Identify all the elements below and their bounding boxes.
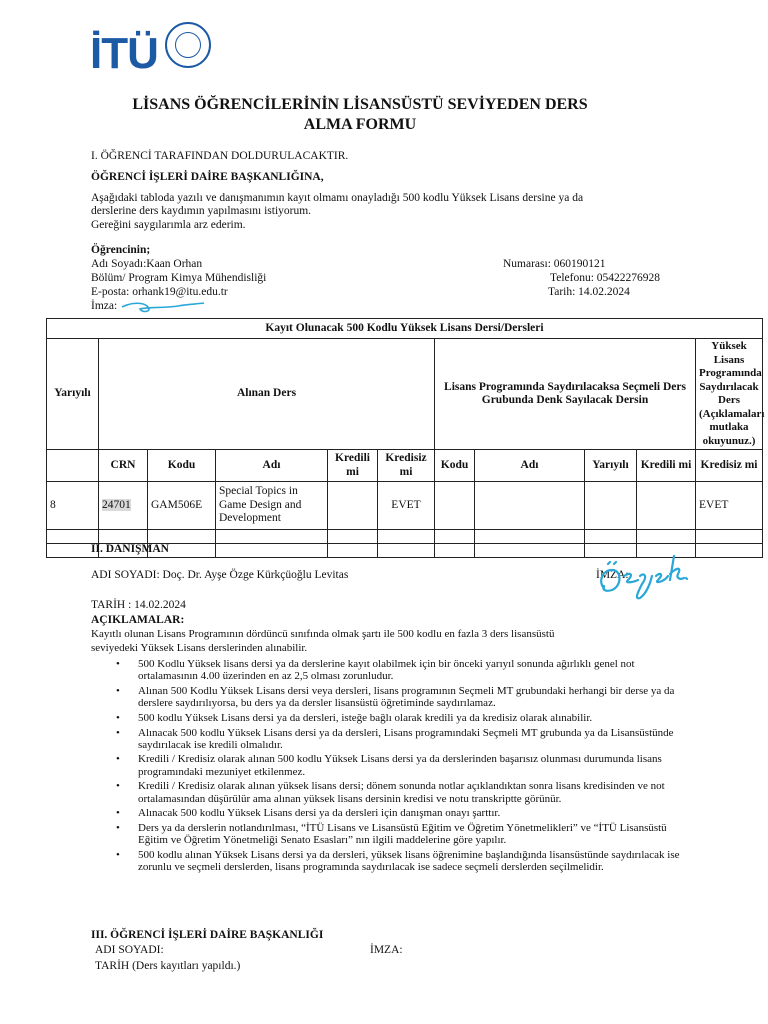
list-item: • Ders ya da derslerin notlandırılması, “İTÜ Lisans ve Lisansüstü Eğitim ve Öğretim Yönetmelikleri” ve “İTÜ Lisansüstü Eğitim ve Öğretim Yönetmeliği Senato Esasları” nın ilgili maddelerine göre yapılır. [116,821,667,847]
note-text: Alınacak 500 kodlu Yüksek Lisans dersi ya da dersleri, Lisans programındaki Seçmeli MT grubunda ya da Lisansüstünde saydırılacak ise kredili olmalıdır. [138,726,674,751]
header-yariyil: Yarıyılı [47,339,99,450]
student-program: Bölüm/ Program Kimya Mühendisliği [91,272,267,284]
section2-heading: II. DANIŞMAN [91,543,169,555]
header-yuksek-lisans: Yüksek Lisans Programında Saydırılacak Ders (Açıklamaları mutlaka okuyunuz.) [696,339,763,450]
section1-body-line1: Aşağıdaki tabloda yazılı ve danışmanımın kayıt olmamı onayladığı 500 kodlu Yüksek Lisans dersine ya da [91,192,584,204]
header-yl-kredisiz: Kredisiz mi [696,450,763,482]
logo-text: İTÜ [90,29,158,78]
header-kodu: Kodu [148,450,216,482]
header-crn: CRN [99,450,148,482]
section3-signature-label: İMZA: [370,944,403,956]
cell-kredisiz: EVET [378,482,435,530]
note-text: Alınacak 500 kodlu Yüksek Lisans dersi ya da dersleri için danışman onayı şarttır. [138,807,501,820]
table-title: Kayıt Olunacak 500 Kodlu Yüksek Lisans Dersi/Dersleri [47,319,763,339]
section3-heading: III. ÖĞRENCİ İŞLERİ DAİRE BAŞKANLIĞI [91,929,324,941]
student-name: Adı Soyadı:Kaan Orhan [91,258,203,270]
header-kredisiz: Kredisiz mi [378,450,435,482]
header-alinan-ders: Alınan Ders [99,339,435,450]
list-item: • Kredili / Kredisiz olarak alınan yüksek lisans dersi; dönem sonunda notlar açıklandıktan sonra lisans kredisinden ve not ortalamasından düşürülür ama alınan yüksek lisans dersinin kredisi ve notu transkriptte görünür. [116,780,665,805]
student-signature-label: İmza: [91,300,118,312]
crn-value: 24701 [102,498,131,511]
header-lisans-programi: Lisans Programında Saydırılacaksa Seçmeli Ders Grubunda Denk Sayılacak Dersin [435,339,696,450]
cell-yariyil: 8 [47,482,99,530]
note-text: Alınan 500 Kodlu Yüksek Lisans dersi veya dersleri, lisans programının Seçmeli MT grubundaki herhangi bir derse ya da derslere saydırılıyorsa, bu ders ya da dersler lisansüstü öğretiminde saydırılamaz. [138,684,675,710]
student-number: Numarası: 060190121 [503,258,606,270]
list-item: • Alınacak 500 kodlu Yüksek Lisans dersi ya da dersleri için danışman onayı şarttır. [116,807,501,820]
header-lisans-yariyil: Yarıyılı [585,450,637,482]
section1-heading: I. ÖĞRENCİ TARAFINDAN DOLDURULACAKTIR. [91,150,349,162]
header-yl-kredili: Kredili mi [637,450,696,482]
notes-intro-line1: Kayıtlı olunan Lisans Programının dördüncü sınıfında olmak şartı ile 500 kodlu en fazla 3 ders lisansüstü [91,628,555,640]
note-text: Ders ya da derslerin notlandırılması, “İTÜ Lisans ve Lisansüstü Eğitim ve Öğretim Yönetmelikleri” ve “İTÜ Lisansüstü Eğitim ve Öğretim Yönetmeliği Senato Esasları” nın ilgili maddelerine göre yapılır. [138,821,667,847]
note-text: Kredili / Kredisiz olarak alınan yüksek lisans dersi; dönem sonunda notlar açıklandıktan sonra lisans kredisinden ve not ortalamasından düşürülür ama alınan yüksek lisans dersinin kredisi ve notu transkriptte görünür. [138,780,665,805]
note-text: 500 kodlu Yüksek Lisans dersi ya da dersleri, isteğe bağlı olarak kredili ya da kredisiz olarak alınabilir. [138,711,593,724]
student-date: Tarih: 14.02.2024 [548,286,630,298]
note-text: 500 Kodlu Yüksek lisans dersi ya da derslerine kayıt olabilmek için bir önceki yarıyıl sonunda ağırlıklı genel not ortalamasının 4.00 üzerinden en az 2,5 olması zorunludur. [138,658,635,683]
section1-body-line3: Gereğini saygılarımla arz ederim. [91,219,246,231]
notes-list [100,658,680,876]
note-text: 500 kodlu alınan Yüksek Lisans dersi ya da dersleri, yüksek lisans öğrenimine başlandığında lisansüstünde saydırılacak ise zorunlu ve seçmeli derslerden, lisans programında saydırılacak ise sadece seçmeli derslerden seçilmelidir. [138,848,680,874]
list-item: • Alınacak 500 kodlu Yüksek Lisans dersi ya da dersleri, Lisans programındaki Seçmeli MT grubunda ya da Lisansüstünde saydırılacak ise kredili olmalıdır. [116,726,674,751]
cell-yl-kredisiz: EVET [696,482,763,530]
notes-heading: AÇIKLAMALAR: [91,614,185,626]
section1-body-line2: derslerine ders kaydımın yapılmasını istiyorum. [91,205,312,217]
cell-crn [99,482,148,530]
form-title-line2: ALMA FORMU [303,116,417,133]
advisor-signature-label: İMZA: [596,569,629,581]
advisor-date: TARİH : 14.02.2024 [91,599,186,611]
university-seal-icon [165,22,211,68]
table-row [47,530,763,544]
cell-lisans-yariyil [585,482,637,530]
list-item: • Alınan 500 Kodlu Yüksek Lisans dersi veya dersleri, lisans programının Seçmeli MT grubundaki herhangi bir derse ya da derslere saydırılıyorsa, bu ders ya da dersler lisansüstü öğretiminde saydırılamaz. [116,684,675,710]
notes-intro-line2: seviyedeki Yüksek Lisans derslerinden alınabilir. [91,642,308,654]
course-table [46,318,763,558]
list-item: • 500 kodlu Yüksek Lisans dersi ya da dersleri, isteğe bağlı olarak kredili ya da kredisiz olarak alınabilir. [116,711,593,724]
header-lisans-adi: Adı [475,450,585,482]
student-heading: Öğrencinin; [91,244,151,256]
header-kredili: Kredili mi [328,450,378,482]
section1-addressee: ÖĞRENCİ İŞLERİ DAİRE BAŞKANLIĞINA, [91,171,324,183]
list-item: • 500 kodlu alınan Yüksek Lisans dersi ya da dersleri, yüksek lisans öğrenimine başlandığında lisansüstünde saydırılacak ise zorunlu ve seçmeli derslerden, lisans programında saydırılacak ise sadece seçmeli derslerden seçilmelidir. [116,848,680,874]
section3-date-label: TARİH (Ders kayıtları yapıldı.) [95,960,241,972]
itu-logo [90,22,215,82]
cell-kodu: GAM506E [148,482,216,530]
cell-yl-kredili [637,482,696,530]
cell-kredili [328,482,378,530]
list-item: • Kredili / Kredisiz olarak alınan 500 kodlu Yüksek Lisans dersi ya da derslerinden başarısız olunması durumunda lisans programındaki mezuniyet etkilenmez. [116,753,662,778]
student-signature-icon [118,298,208,316]
cell-lisans-kodu [435,482,475,530]
list-item: • 500 Kodlu Yüksek lisans dersi ya da derslerine kayıt olabilmek için bir önceki yarıyıl sonunda ağırlıklı genel not ortalamasının 4.00 üzerinden en az 2,5 olması zorunludur. [116,658,635,683]
form-title-line1: LİSANS ÖĞRENCİLERİNİN LİSANSÜSTÜ SEVİYEDEN DERS [132,96,588,113]
header-lisans-kodu: Kodu [435,450,475,482]
advisor-signature-icon [594,546,694,606]
advisor-name: ADI SOYADI: Doç. Dr. Ayşe Özge Kürkçüoğlu Levitas [91,569,349,581]
note-text: Kredili / Kredisiz olarak alınan 500 kodlu Yüksek Lisans dersi ya da derslerinden başarısız olunması durumunda lisans programındaki mezuniyet etkilenmez. [138,753,662,778]
table-row [47,482,763,530]
cell-lisans-adi [475,482,585,530]
student-email: E-posta: orhank19@itu.edu.tr [91,286,228,298]
section3-name-label: ADI SOYADI: [95,944,164,956]
student-phone: Telefonu: 05422276928 [550,272,661,284]
cell-adi: Special Topics in Game Design and Development [216,482,328,530]
header-adi: Adı [216,450,328,482]
